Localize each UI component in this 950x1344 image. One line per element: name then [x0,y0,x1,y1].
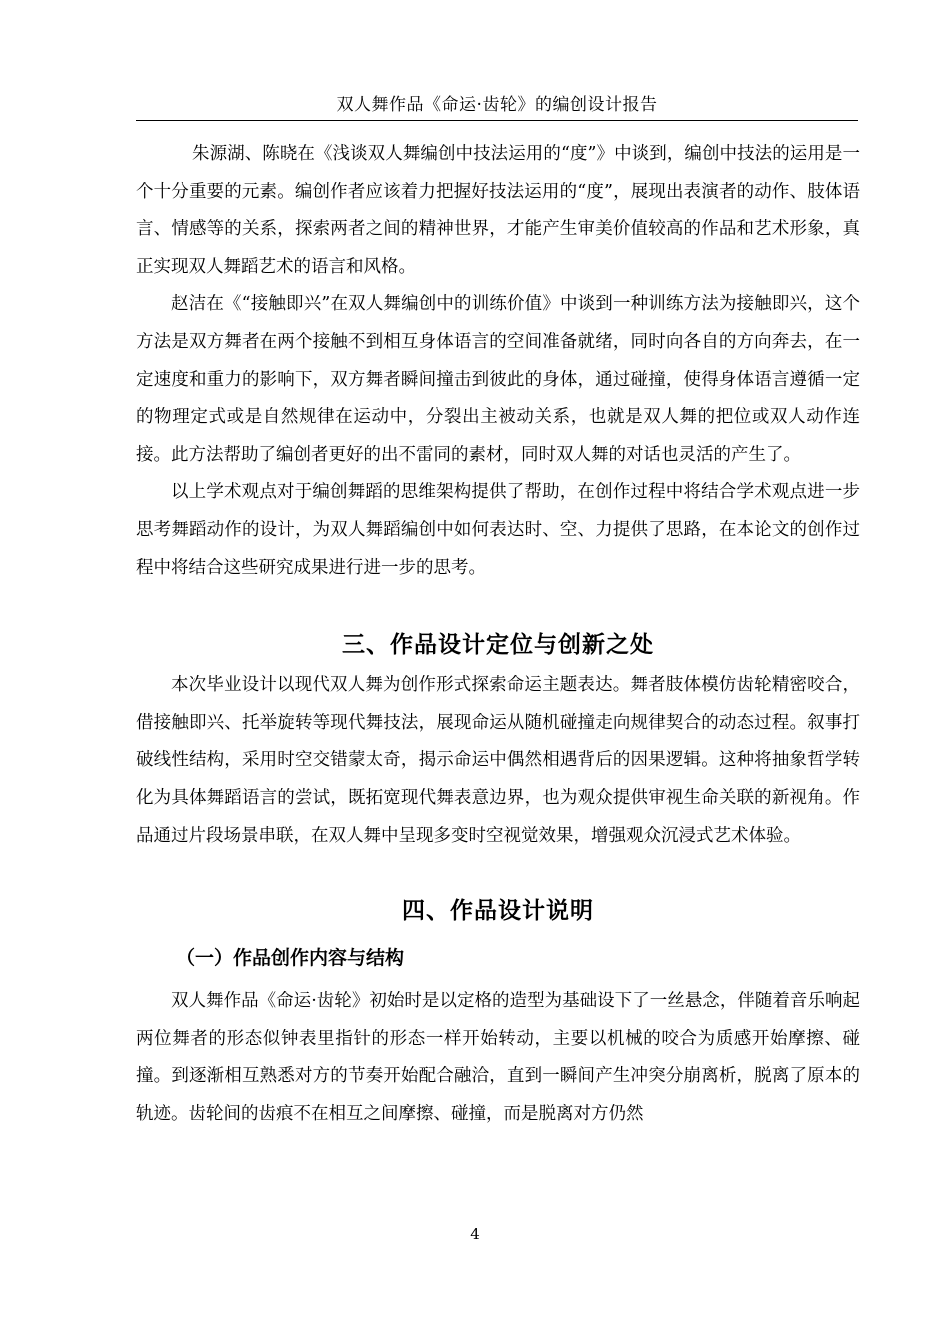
section-heading-design-positioning: 三、作品设计定位与创新之处 [342,632,654,659]
header-rule [136,120,858,121]
paragraph-design-positioning: 本次毕业设计以现代双人舞为创作形式探索命运主题表达。舞者肢体模仿齿轮精密咬合，借接触即兴、托举旋转等现代舞技法，展现命运从随机碰撞走向规律契合的动态过程。叙事打破线性结构，采用时空交错蒙太奇，揭示命运中偶然相遇背后的因果逻辑。这种将抽象哲学转化为具体舞蹈语言的尝试，既拓宽现代舞表意边界，也为观众提供审视生命关联的新视角。作品通过片段场景串联，在双人舞中呈现多变时空视觉效果，增强观众沉浸式艺术体验。 [136,675,860,846]
paragraph-zhao-jie: 赵洁在《“接触即兴”在双人舞编创中的训练价值》中谈到一种训练方法为接触即兴，这个方法是双方舞者在两个接触不到相互身体语言的空间准备就绪，同时向各自的方向奔去，在一定速度和重力的影响下，双方舞者瞬间撞击到彼此的身体，通过碰撞，使得身体语言遵循一定的物理定式或是自然规律在运动中，分裂出主被动关系，也就是双人舞的把位或双人动作连接。此方法帮助了编创者更好的出不雷同的素材，同时双人舞的对话也灵活的产生了。 [136,294,860,465]
page-content [136,136,860,1133]
paragraph-zhu-yuanhu: 朱源湖、陈晓在《浅谈双人舞编创中技法运用的“度”》中谈到，编创中技法的运用是一个十分重要的元素。编创作者应该着力把握好技法运用的“度”，展现出表演者的动作、肢体语言、情感等的关系，探索两者之间的精神世界，才能产生审美价值较高的作品和艺术形象，真正实现双人舞蹈艺术的语言和风格。 [136,144,860,277]
paragraph-academic-views: 以上学术观点对于编创舞蹈的思维架构提供了帮助，在创作过程中将结合学术观点进一步思考舞蹈动作的设计，为双人舞蹈编创中如何表达时、空、力提供了思路，在本论文的创作过程中将结合这些研究成果进行进一步的思考。 [136,482,860,578]
paragraph-content-structure: 双人舞作品《命运·齿轮》初始时是以定格的造型为基础设下了一丝悬念，伴随着音乐响起两位舞者的形态似钟表里指针的形态一样开始转动，主要以机械的咬合为质感开始摩擦、碰撞。到逐渐相互熟悉对方的节奏开始配合融洽，直到一瞬间产生冲突分崩离析，脱离了原本的轨迹。齿轮间的齿痕不在相互之间摩擦、碰撞，而是脱离对方仍然 [136,991,860,1124]
section-heading-design-description: 四、作品设计说明 [402,898,594,925]
subsection-heading-content-structure: （一）作品创作内容与结构 [176,947,405,970]
running-header: 双人舞作品《命运·齿轮》的编创设计报告 [336,95,658,115]
page-number: 4 [470,1225,480,1243]
